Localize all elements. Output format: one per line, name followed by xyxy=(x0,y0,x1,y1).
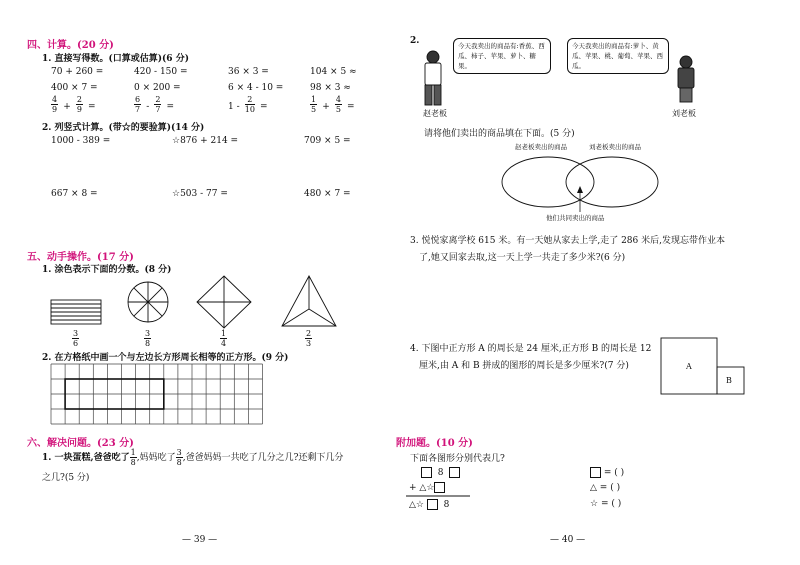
star-icon: ☆ xyxy=(590,499,599,509)
vert-2-1: 667 × 8 = xyxy=(51,189,98,199)
square-a-label: A xyxy=(686,362,692,371)
vert-1-2: ☆876 + 214 = xyxy=(172,136,239,146)
q2-instruction: 请将他们卖出的商品填在下面。(5 分) xyxy=(424,129,575,139)
section-6-title: 六、解决问题。(23 分) xyxy=(27,438,134,449)
answer-star: ☆ = ( ) xyxy=(590,499,622,509)
vert-2-2: ☆503 - 77 = xyxy=(172,189,228,199)
puzzle-row-3: △☆ 8 xyxy=(409,500,450,510)
bonus-question: 下面各图形分别代表几? xyxy=(410,454,505,464)
q2-number: 2. xyxy=(410,36,420,46)
answer-triangle: △ = ( ) xyxy=(590,483,621,493)
vert-1-1: 1000 - 389 = xyxy=(51,136,111,146)
answer-square: = ( ) xyxy=(590,467,624,478)
shape-frac-4: $\frac{2}{3}$ xyxy=(306,329,312,348)
page-number-right: — 40 — xyxy=(550,535,586,545)
q4-1-label: 1. 直接写得数。(口算或估算)(6 分) xyxy=(42,54,189,64)
puzzle-row-2: + △☆ xyxy=(409,482,445,493)
puzzle-row-1: 8 xyxy=(421,467,460,478)
q3-line2: 了,她又回家去取,这一天上学一共走了多少米?(6 分) xyxy=(419,253,626,263)
calc-2-1: 400 × 7 = xyxy=(51,83,98,93)
calc-1-3: 36 × 3 = xyxy=(228,67,269,77)
star-icon: ☆ xyxy=(426,483,435,493)
frac-calc-3: 1 - $\frac{2}{10}$ = xyxy=(228,95,268,114)
q4-line1: 4. 下图中正方形 A 的周长是 24 厘米,正方形 B 的周长是 12 xyxy=(410,344,652,354)
square-icon xyxy=(590,467,601,478)
speech-bubble-zhao: 今天我卖出的商品有:香蕉、西瓜、柿子、苹果、萝卜、糖果。 xyxy=(453,38,551,74)
vert-2-3: 480 × 7 = xyxy=(304,189,351,199)
frac-calc-2: $\frac{6}{7}$ - $\frac{2}{7}$ = xyxy=(135,95,175,114)
bonus-title: 附加题。(10 分) xyxy=(396,438,473,449)
square-b-label: B xyxy=(726,376,732,385)
frac-calc-4: $\frac{1}{5}$ + $\frac{4}{5}$ = xyxy=(311,95,355,114)
q5-2-label: 2. 在方格纸中画一个与左边长方形周长相等的正方形。(9 分) xyxy=(42,353,289,363)
q6-1-line1: 1. 一块蛋糕,爸爸吃了 $\frac{1}{8}$ ,妈妈吃了 $\frac{3}{8}$ ,爸爸妈妈一共吃了几分之几?还剩下几分 xyxy=(42,448,344,467)
star-icon: ☆ xyxy=(415,500,424,510)
frac-calc-1: $\frac{4}{9}$ + $\frac{2}{9}$ = xyxy=(52,95,96,114)
q4-2-label: 2. 列竖式计算。(带☆的要验算)(14 分) xyxy=(42,123,205,133)
venn-right-label: 刘老板卖出的商品 xyxy=(589,143,641,151)
shape-frac-2: $\frac{3}{8}$ xyxy=(145,329,151,348)
triangle-icon: △ xyxy=(590,483,597,493)
venn-left-label: 赵老板卖出的商品 xyxy=(515,143,567,151)
calc-2-4: 98 × 3 ≈ xyxy=(310,83,351,93)
q6-1-line2: 之几?(5 分) xyxy=(42,473,90,483)
speech-bubble-liu: 今天我卖出的商品有:萝卜、黄瓜、苹果、桃、葡萄、苹果、西瓜。 xyxy=(567,38,669,74)
section-5-title: 五、动手操作。(17 分) xyxy=(27,252,134,263)
shape-frac-1: $\frac{3}{6}$ xyxy=(73,329,79,348)
shape-frac-3: $\frac{1}{4}$ xyxy=(221,329,227,348)
q5-1-label: 1. 涂色表示下面的分数。(8 分) xyxy=(42,265,172,275)
calc-1-2: 420 - 150 = xyxy=(134,67,188,77)
triangle-icon: △ xyxy=(419,483,427,493)
calc-2-2: 0 × 200 = xyxy=(134,83,181,93)
q4-line2: 厘米,由 A 和 B 拼成的图形的周长是多少厘米?(7 分) xyxy=(419,361,629,371)
name-zhao: 赵老板 xyxy=(423,109,447,118)
venn-common-label: 他们共同卖出的商品 xyxy=(546,214,605,222)
vert-1-3: 709 × 5 = xyxy=(304,136,351,146)
calc-1-4: 104 × 5 ≈ xyxy=(310,67,357,77)
calc-1-1: 70 + 260 = xyxy=(51,67,104,77)
q3-line1: 3. 悦悦家离学校 615 米。有一天她从家去上学,走了 286 米后,发现忘带作业本 xyxy=(410,236,725,246)
name-liu: 刘老板 xyxy=(672,109,696,118)
square-icon xyxy=(427,499,438,510)
triangle-icon: △ xyxy=(409,500,416,510)
page-number-left: — 39 — xyxy=(182,535,218,545)
section-4-title: 四、计算。(20 分) xyxy=(27,40,114,51)
calc-2-3: 6 × 4 - 10 = xyxy=(228,83,284,93)
